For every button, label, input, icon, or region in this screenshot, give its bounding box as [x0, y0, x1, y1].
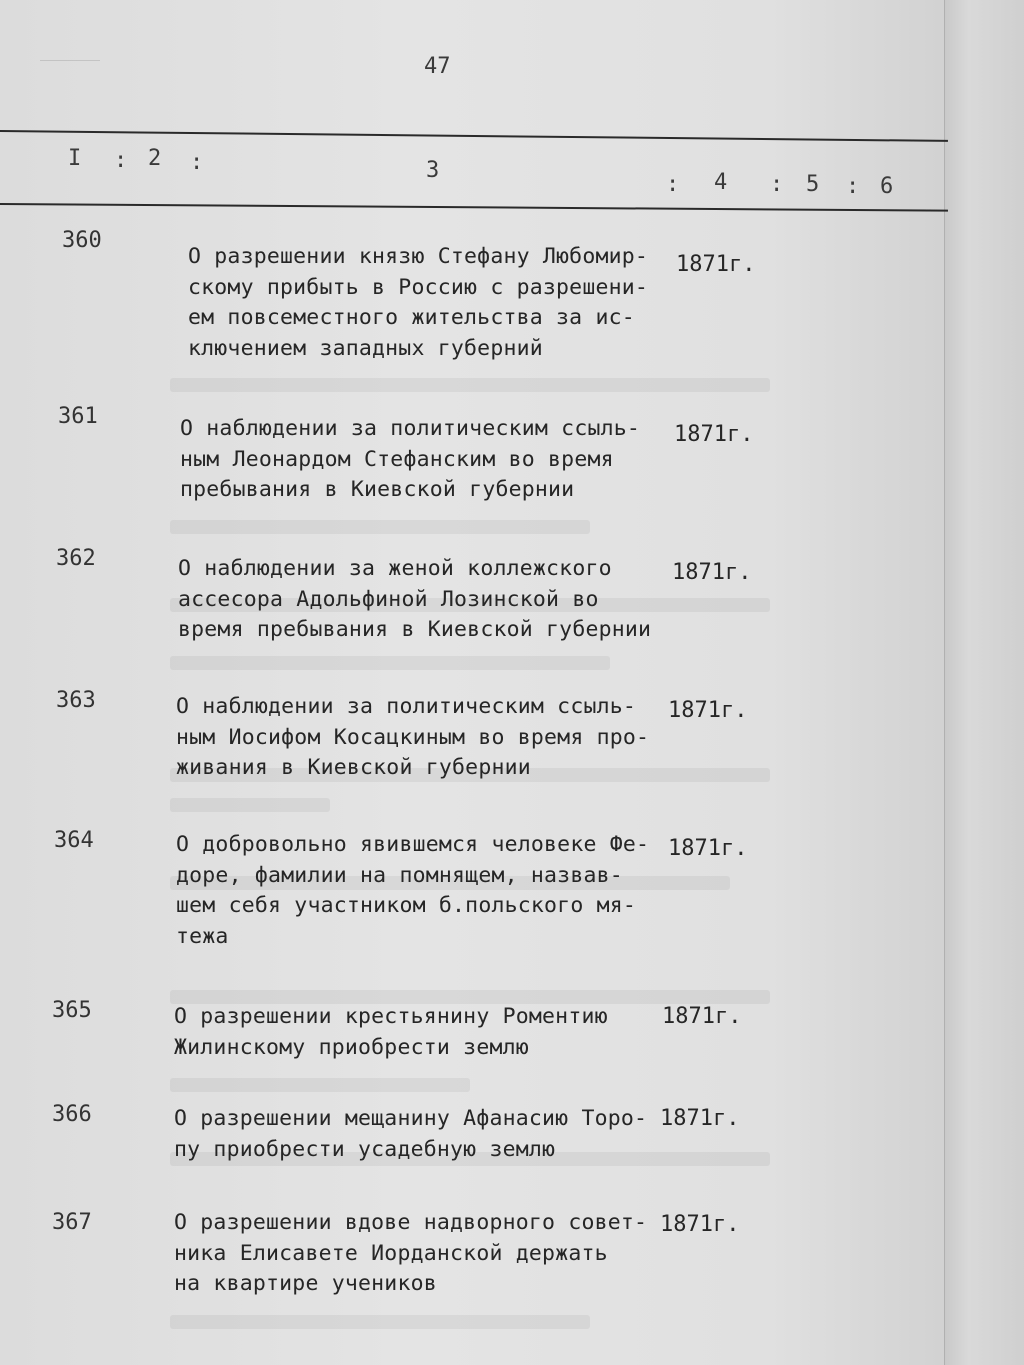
column-separator: : — [114, 148, 128, 173]
column-separator: : — [190, 150, 204, 175]
column-header-1: I — [68, 146, 82, 171]
entry-description: О добровольно явившемся человеке Фе- доре, фамилии на помнящем, назвав- шем себя участником б.польского мя- тежа — [176, 832, 650, 949]
bleed-through-line — [170, 1078, 470, 1092]
bleed-through-line — [170, 1315, 590, 1329]
entry-number: 360 — [62, 228, 102, 253]
entry-description: О наблюдении за женой коллежского ассесора Адольфиной Лозинской во время пребывания в Киевской губернии — [178, 556, 652, 642]
entry-number: 361 — [58, 404, 98, 429]
column-separator: : — [846, 174, 860, 199]
entry-year: 1871г. — [668, 836, 748, 861]
entry-year: 1871г. — [660, 1106, 740, 1131]
bleed-through-line — [170, 378, 770, 392]
entry-number: 366 — [52, 1102, 92, 1127]
header-rule-bottom — [0, 203, 948, 212]
entry-year: 1871г. — [676, 252, 756, 277]
header-rule-top — [0, 130, 948, 142]
bleed-through-line — [170, 798, 330, 812]
entry-description: О разрешении крестьянину Роментию Жилинскому приобрести землю — [174, 1004, 608, 1060]
column-separator: : — [770, 172, 784, 197]
entry-year: 1871г. — [668, 698, 748, 723]
entry-number: 363 — [56, 688, 96, 713]
entry-description: О разрешении вдове надворного совет- ника Елисавете Иорданской держать на квартире учеников — [174, 1210, 648, 1296]
page-number: 47 — [424, 54, 451, 79]
entry-year: 1871г. — [672, 560, 752, 585]
entry-number: 365 — [52, 998, 92, 1023]
entry-number: 364 — [54, 828, 94, 853]
column-separator: : — [666, 172, 680, 197]
entry-number: 367 — [52, 1210, 92, 1235]
column-header-3: 3 — [426, 158, 440, 183]
bleed-through-line — [170, 656, 610, 670]
entry-number: 362 — [56, 546, 96, 571]
column-header-6: 6 — [880, 174, 894, 199]
column-header-2: 2 — [148, 146, 162, 171]
entry-year: 1871г. — [660, 1212, 740, 1237]
entry-year: 1871г. — [674, 422, 754, 447]
column-header-4: 4 — [714, 170, 728, 195]
entry-description: О наблюдении за политическим ссыль- ным Леонардом Стефанским во время пребывания в Киевской губернии — [180, 416, 641, 502]
entry-description: О разрешении князю Стефану Любомир- скому прибыть в Россию с разрешени- ем повсеместного жительства за ис- ключением западных губерний — [188, 244, 649, 361]
entry-year: 1871г. — [662, 1004, 742, 1029]
entry-description: О разрешении мещанину Афанасию Торо- пу приобрести усадебную землю — [174, 1106, 648, 1162]
entry-description: О наблюдении за политическим ссыль- ным Иосифом Косацкиным во время про- живания в Киевской губернии — [176, 694, 650, 780]
faint-mark — [40, 60, 100, 89]
column-header-5: 5 — [806, 172, 820, 197]
page-edge — [944, 0, 1024, 1365]
bleed-through-line — [170, 520, 590, 534]
